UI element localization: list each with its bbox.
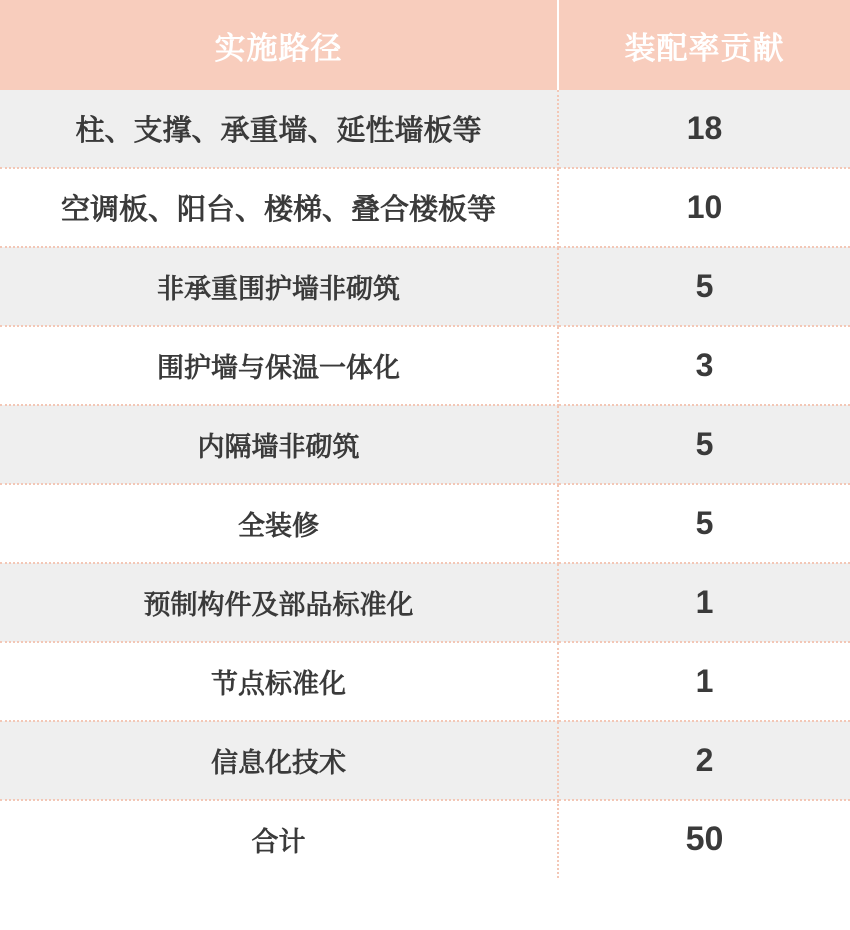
column-header-implementation-path: 实施路径	[0, 0, 558, 90]
cell-assembly-rate-contribution: 5	[558, 405, 850, 484]
cell-implementation-path: 全装修	[0, 484, 558, 563]
cell-assembly-rate-contribution: 5	[558, 247, 850, 326]
table-row	[0, 642, 850, 721]
cell-total-label: 合计	[0, 800, 558, 878]
cell-implementation-path: 信息化技术	[0, 721, 558, 800]
cell-assembly-rate-contribution: 1	[558, 642, 850, 721]
cell-assembly-rate-contribution: 1	[558, 563, 850, 642]
cell-implementation-path: 非承重围护墙非砌筑	[0, 247, 558, 326]
table-row	[0, 405, 850, 484]
table-header-row	[0, 0, 850, 90]
table-row-total	[0, 800, 850, 878]
cell-implementation-path: 节点标准化	[0, 642, 558, 721]
table-row	[0, 326, 850, 405]
cell-assembly-rate-contribution: 10	[558, 168, 850, 247]
table-row	[0, 168, 850, 247]
table-header	[0, 0, 850, 90]
cell-assembly-rate-contribution: 2	[558, 721, 850, 800]
table-row	[0, 721, 850, 800]
cell-assembly-rate-contribution: 18	[558, 90, 850, 168]
cell-implementation-path: 围护墙与保温一体化	[0, 326, 558, 405]
table-body	[0, 90, 850, 878]
cell-implementation-path: 柱、支撑、承重墙、延性墙板等	[0, 90, 558, 168]
table-row	[0, 484, 850, 563]
column-header-assembly-rate-contribution: 装配率贡献	[558, 0, 850, 90]
cell-assembly-rate-contribution: 5	[558, 484, 850, 563]
cell-implementation-path: 空调板、阳台、楼梯、叠合楼板等	[0, 168, 558, 247]
cell-total-value: 50	[558, 800, 850, 878]
table-row	[0, 563, 850, 642]
cell-assembly-rate-contribution: 3	[558, 326, 850, 405]
cell-implementation-path: 预制构件及部品标准化	[0, 563, 558, 642]
table-row	[0, 90, 850, 168]
cell-implementation-path: 内隔墙非砌筑	[0, 405, 558, 484]
table-row	[0, 247, 850, 326]
